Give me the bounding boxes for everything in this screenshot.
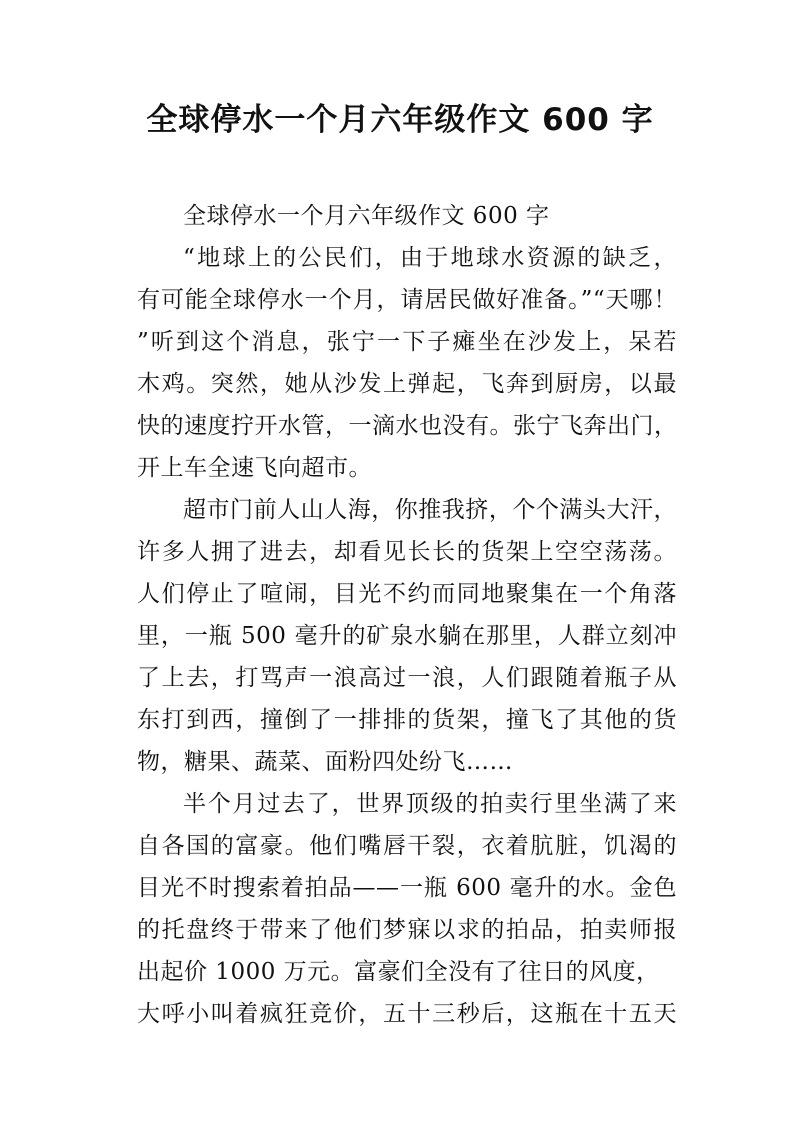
text-line: ”听到这个消息，张宁一下子瘫坐在沙发上，呆若 xyxy=(137,329,677,355)
text-line: 许多人拥了进去，却看见长长的货架上空空荡荡。 xyxy=(137,539,677,565)
text-line: 目光不时搜索着拍品——一瓶 600 毫升的水。金色 xyxy=(137,875,677,901)
text-line: 人们停止了喧闹，目光不约而同地聚集在一个角落 xyxy=(137,581,677,607)
text-line: 半个月过去了，世界顶级的拍卖行里坐满了来 xyxy=(183,791,677,817)
text-line: 出起价 1000 万元。富豪们全没有了往日的风度， xyxy=(137,959,660,985)
document-title: 全球停水一个月六年级作文 600 字 xyxy=(146,102,654,138)
text-line: 有可能全球停水一个月，请居民做好准备。”“天哪！ xyxy=(137,287,677,313)
text-line: 了上去，打骂声一浪高过一浪，人们跟随着瓶子从 xyxy=(137,665,677,691)
text-line: 木鸡。突然，她从沙发上弹起，飞奔到厨房，以最 xyxy=(137,371,677,397)
text-line: 东打到西，撞倒了一排排的货架，撞飞了其他的货 xyxy=(137,707,677,733)
text-line: “地球上的公民们，由于地球水资源的缺乏， xyxy=(183,245,677,271)
text-line: 超市门前人山人海，你推我挤，个个满头大汗， xyxy=(183,497,677,523)
text-line: 里，一瓶 500 毫升的矿泉水躺在那里，人群立刻冲 xyxy=(137,623,677,649)
document-body xyxy=(137,195,677,1035)
text-line: 物，糖果、蔬菜、面粉四处纷飞…… xyxy=(137,749,513,775)
text-line: 自各国的富豪。他们嘴唇干裂，衣着肮脏，饥渴的 xyxy=(137,833,677,859)
text-line: 快的速度拧开水管，一滴水也没有。张宁飞奔出门， xyxy=(137,413,678,439)
text-line: 开上车全速飞向超市。 xyxy=(137,455,372,481)
text-line: 大呼小叫着疯狂竞价，五十三秒后，这瓶在十五天 xyxy=(137,1001,677,1027)
text-line: 全球停水一个月六年级作文 600 字 xyxy=(183,203,550,229)
text-line: 的托盘终于带来了他们梦寐以求的拍品，拍卖师报 xyxy=(137,917,677,943)
